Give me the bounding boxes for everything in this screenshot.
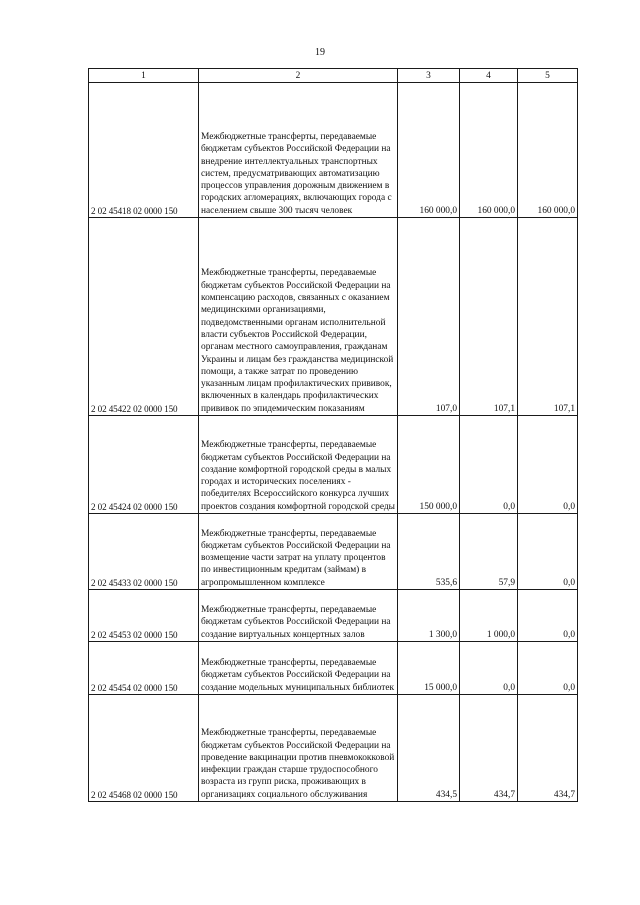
table-header-row — [89, 69, 578, 83]
header-col-2: 2 — [199, 69, 398, 83]
row-code: 2 02 45422 02 0000 150 — [89, 218, 199, 416]
row-value-col4: 107,1 — [460, 218, 518, 416]
row-code: 2 02 45424 02 0000 150 — [89, 416, 199, 514]
row-value-col5: 0,0 — [518, 590, 578, 642]
row-value-col5: 434,7 — [518, 695, 578, 802]
row-description: Межбюджетные трансферты, передаваемые бюджетам субъектов Российской Федерации на внедрение интеллектуальных транспортных систем, предусматривающих автоматизацию процессов управления дорожным движением в городских агломерациях, включающих города с населением свыше 300 тысяч человек — [199, 83, 398, 218]
row-value-col5: 107,1 — [518, 218, 578, 416]
row-value-col3: 107,0 — [398, 218, 460, 416]
row-code: 2 02 45418 02 0000 150 — [89, 83, 199, 218]
row-value-col5: 0,0 — [518, 416, 578, 514]
table-row — [89, 695, 578, 802]
row-description: Межбюджетные трансферты, передаваемые бюджетам субъектов Российской Федерации на проведение вакцинации против пневмококковой инфекции граждан старше трудоспособного возраста из групп риска, проживающих в организациях социального обслуживания — [199, 695, 398, 802]
table-row — [89, 83, 578, 218]
row-description: Межбюджетные трансферты, передаваемые бюджетам субъектов Российской Федерации на возмещение части затрат на уплату процентов по инвестиционным кредитам (займам) в агропромышленном комплексе — [199, 514, 398, 590]
row-description: Межбюджетные трансферты, передаваемые бюджетам субъектов Российской Федерации на создание виртуальных концертных залов — [199, 590, 398, 642]
page-number: 19 — [315, 47, 325, 58]
row-value-col3: 150 000,0 — [398, 416, 460, 514]
row-value-col5: 160 000,0 — [518, 83, 578, 218]
row-value-col4: 434,7 — [460, 695, 518, 802]
row-value-col4: 1 000,0 — [460, 590, 518, 642]
table-row — [89, 590, 578, 642]
header-col-4: 4 — [460, 69, 518, 83]
header-col-1: 1 — [89, 69, 199, 83]
header-col-3: 3 — [398, 69, 460, 83]
row-description: Межбюджетные трансферты, передаваемые бюджетам субъектов Российской Федерации на создание комфортной городской среды в малых городах и исторических поселениях - победителях Всероссийского конкурса лучших проектов создания комфортной городской среды — [199, 416, 398, 514]
row-code: 2 02 45454 02 0000 150 — [89, 642, 199, 695]
row-value-col3: 434,5 — [398, 695, 460, 802]
row-code: 2 02 45468 02 0000 150 — [89, 695, 199, 802]
row-value-col5: 0,0 — [518, 514, 578, 590]
row-value-col3: 1 300,0 — [398, 590, 460, 642]
table-row — [89, 218, 578, 416]
row-value-col3: 160 000,0 — [398, 83, 460, 218]
row-description: Межбюджетные трансферты, передаваемые бюджетам субъектов Российской Федерации на компенсацию расходов, связанных с оказанием медицинскими организациями, подведомственными органам исполнительной власти субъектов Российской Федерации, органам местного самоуправления, гражданам Украины и лицам без гражданства медицинской помощи, а также затрат по проведению указанным лицам профилактических прививок, включенных в календарь профилактических прививок по эпидемическим показаниям — [199, 218, 398, 416]
row-value-col4: 57,9 — [460, 514, 518, 590]
row-value-col5: 0,0 — [518, 642, 578, 695]
table-row — [89, 416, 578, 514]
table-row — [89, 514, 578, 590]
row-value-col4: 0,0 — [460, 642, 518, 695]
row-code: 2 02 45433 02 0000 150 — [89, 514, 199, 590]
row-description: Межбюджетные трансферты, передаваемые бюджетам субъектов Российской Федерации на создание модельных муниципальных библиотек — [199, 642, 398, 695]
row-value-col3: 15 000,0 — [398, 642, 460, 695]
row-value-col4: 0,0 — [460, 416, 518, 514]
budget-table — [88, 68, 578, 802]
row-value-col4: 160 000,0 — [460, 83, 518, 218]
row-value-col3: 535,6 — [398, 514, 460, 590]
table-row — [89, 642, 578, 695]
header-col-5: 5 — [518, 69, 578, 83]
row-code: 2 02 45453 02 0000 150 — [89, 590, 199, 642]
